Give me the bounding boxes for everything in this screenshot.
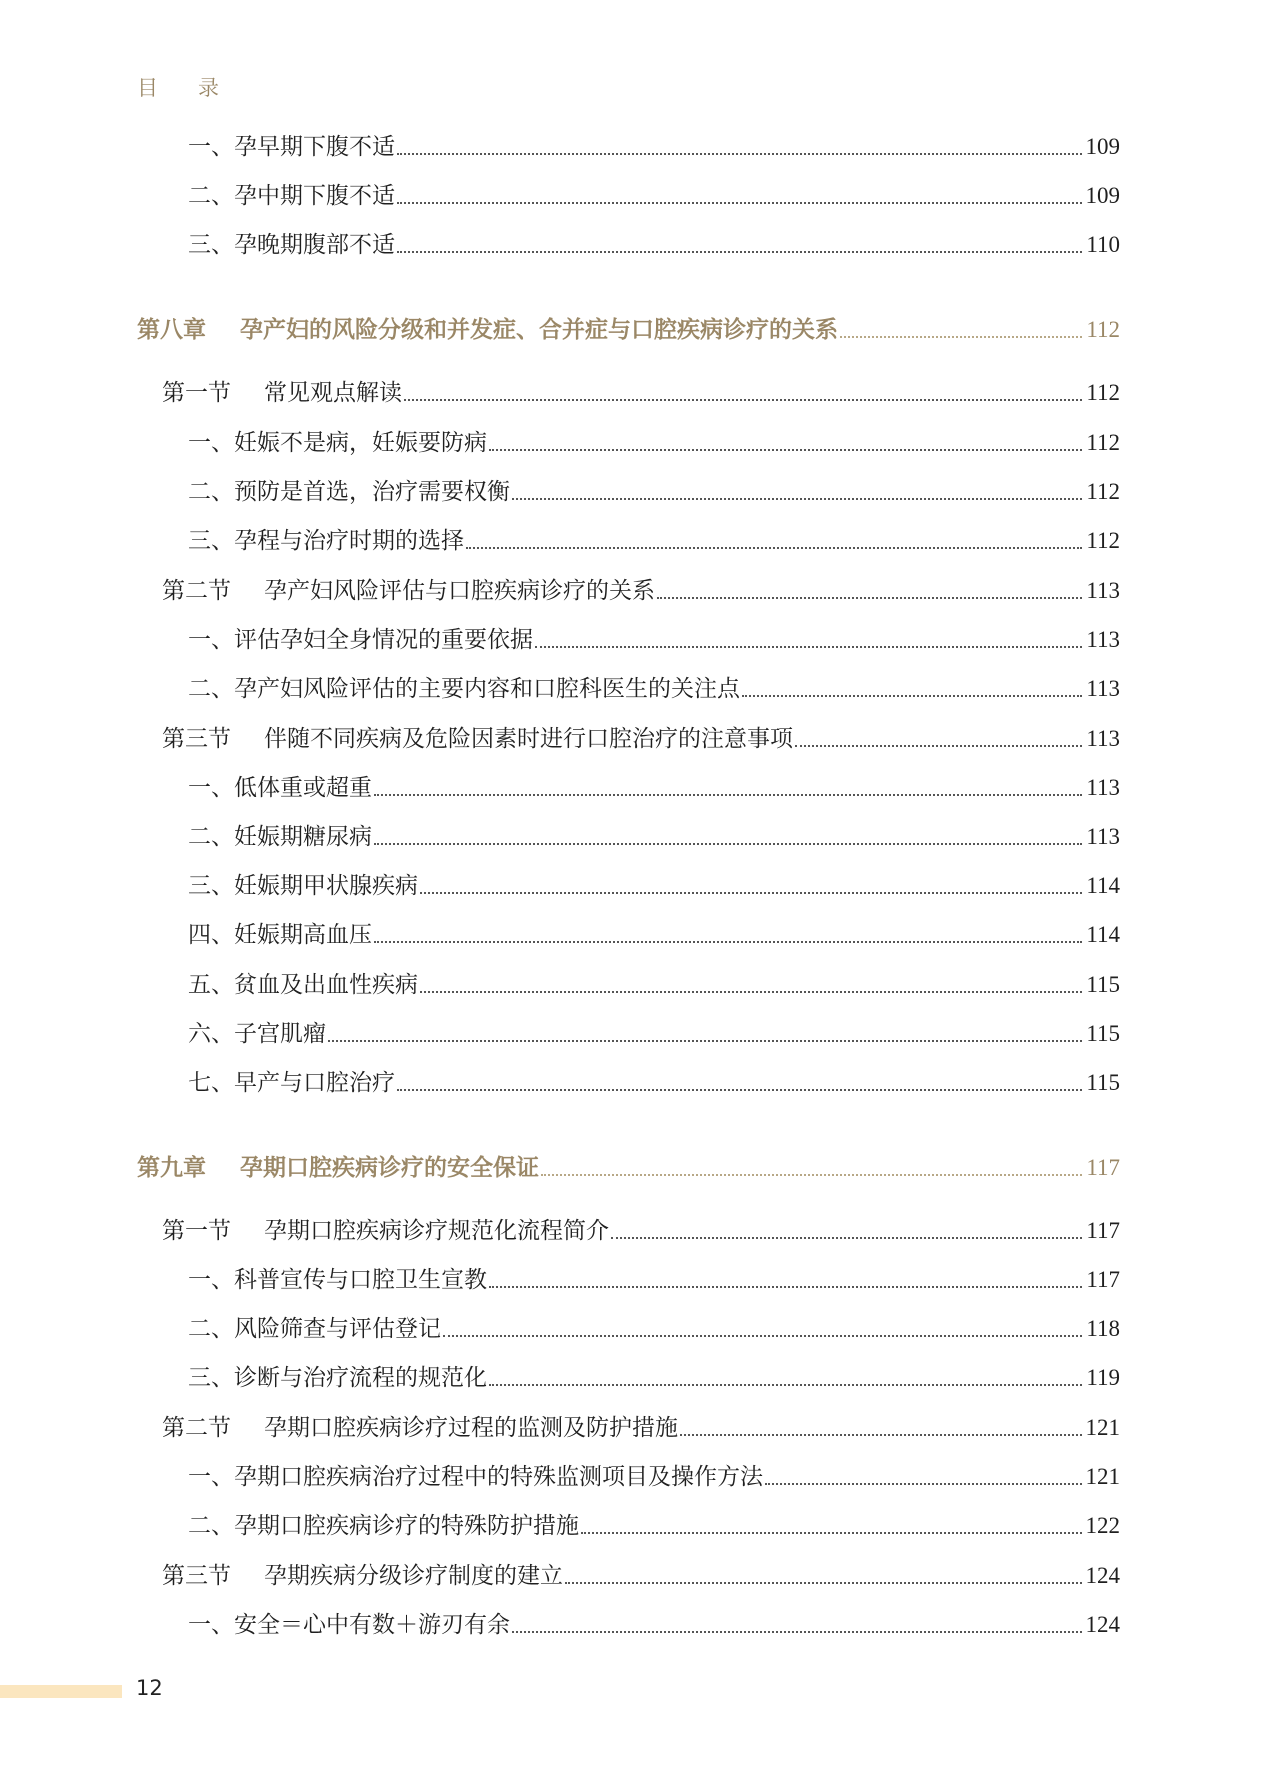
toc-section [162, 575, 1120, 607]
toc-entry-label: 一、孕期口腔疾病治疗过程中的特殊监测项目及操作方法 [188, 1464, 763, 1490]
dot-leader [489, 1286, 1082, 1288]
toc-entry-label: 孕期口腔疾病诊疗过程的监测及防护措施 [264, 1415, 678, 1441]
footer-accent-bar [0, 1685, 122, 1698]
toc-entry-label: 一、评估孕妇全身情况的重要依据 [188, 627, 533, 653]
toc-entry-title [188, 427, 487, 459]
toc-entry-title [188, 870, 418, 902]
dot-leader [489, 1384, 1082, 1386]
toc-page-number: 117 [1086, 1218, 1120, 1243]
toc-page-number: 115 [1086, 1070, 1120, 1095]
toc-page-number: 112 [1086, 528, 1120, 553]
dot-leader [397, 251, 1082, 253]
toc-item [188, 772, 1120, 804]
toc-entry-title [188, 1362, 487, 1394]
toc-entry-label: 五、贫血及出血性疾病 [188, 972, 418, 998]
dot-leader [443, 1335, 1082, 1337]
toc-entry-number: 第二节 [162, 578, 231, 604]
toc-entry-number: 第一节 [162, 380, 231, 406]
toc-item [188, 1018, 1120, 1050]
toc-page-number: 109 [1085, 134, 1120, 159]
toc-page-number: 121 [1085, 1464, 1120, 1489]
toc-entry-label: 二、孕产妇风险评估的主要内容和口腔科医生的关注点 [188, 676, 740, 702]
toc-entry-title [137, 1152, 539, 1184]
dot-leader [328, 1040, 1082, 1042]
toc-page-number: 114 [1086, 873, 1120, 898]
toc-page-number: 112 [1086, 317, 1120, 342]
toc-entry-number: 第八章 [137, 317, 206, 343]
toc-section [162, 1412, 1120, 1444]
toc-item [188, 1264, 1120, 1296]
toc-page-number: 113 [1086, 676, 1120, 701]
dot-leader [374, 843, 1082, 845]
toc-page-number: 124 [1085, 1563, 1120, 1588]
toc-entry-title [162, 1215, 609, 1247]
toc-entry-title [162, 575, 655, 607]
dot-leader [466, 547, 1082, 549]
toc-page-number: 118 [1086, 1316, 1120, 1341]
toc-entry-title [188, 1609, 510, 1641]
dot-leader [512, 498, 1082, 500]
toc-section [162, 377, 1120, 409]
toc-entry-label: 二、孕中期下腹不适 [188, 183, 395, 209]
toc-entry-label: 三、妊娠期甲状腺疾病 [188, 873, 418, 899]
toc-item [188, 969, 1120, 1001]
toc-item [188, 427, 1120, 459]
dot-leader [374, 794, 1082, 796]
toc-page-number: 122 [1085, 1513, 1120, 1538]
toc-page-number: 112 [1086, 380, 1120, 405]
dot-leader [397, 153, 1082, 155]
toc-page-number: 109 [1085, 183, 1120, 208]
dot-leader [397, 202, 1082, 204]
toc-entry-label: 孕期口腔疾病诊疗的安全保证 [240, 1155, 539, 1181]
toc-item [188, 821, 1120, 853]
toc-entry-title [188, 1461, 763, 1493]
toc-entry-label: 伴随不同疾病及危险因素时进行口腔治疗的注意事项 [264, 726, 793, 752]
toc-entry-label: 一、低体重或超重 [188, 775, 372, 801]
dot-leader [535, 646, 1082, 648]
dot-leader [397, 1089, 1082, 1091]
toc-item [188, 476, 1120, 508]
toc-item [188, 673, 1120, 705]
toc-page-number: 124 [1085, 1612, 1120, 1637]
toc-item [188, 1313, 1120, 1345]
toc-chapter [137, 1152, 1120, 1184]
toc-entry-number: 第三节 [162, 726, 231, 752]
toc-entry-title [188, 229, 395, 261]
toc-item [188, 1362, 1120, 1394]
dot-leader [404, 399, 1082, 401]
toc-entry-title [188, 1018, 326, 1050]
toc-page-number: 115 [1086, 972, 1120, 997]
toc-page-number: 114 [1086, 922, 1120, 947]
toc-entry-label: 一、科普宣传与口腔卫生宣教 [188, 1267, 487, 1293]
toc-item [188, 870, 1120, 902]
toc-entry-label: 一、安全＝心中有数＋游刃有余 [188, 1612, 510, 1638]
toc-entry-title [188, 1067, 395, 1099]
toc-entry-number: 第三节 [162, 1563, 231, 1589]
toc-entry-label: 孕产妇风险评估与口腔疾病诊疗的关系 [264, 578, 655, 604]
toc-item [188, 919, 1120, 951]
toc-entry-label: 二、预防是首选，治疗需要权衡 [188, 479, 510, 505]
page-number: 12 [136, 1676, 163, 1700]
toc-page-number: 113 [1086, 578, 1120, 603]
toc-entry-label: 常见观点解读 [264, 380, 402, 406]
toc-page-number: 113 [1086, 726, 1120, 751]
toc-entry-title [162, 723, 793, 755]
toc-page-number: 113 [1086, 824, 1120, 849]
toc-item [188, 1461, 1120, 1493]
toc-entry-label: 二、妊娠期糖尿病 [188, 824, 372, 850]
toc-entry-label: 孕期口腔疾病诊疗规范化流程简介 [264, 1218, 609, 1244]
toc-chapter [137, 314, 1120, 346]
toc-page-number: 113 [1086, 627, 1120, 652]
toc-entry-title [188, 772, 372, 804]
toc-entry-label: 三、孕程与治疗时期的选择 [188, 528, 464, 554]
toc-page-number: 119 [1086, 1365, 1120, 1390]
toc-item [188, 525, 1120, 557]
toc-entry-number: 第九章 [137, 1155, 206, 1181]
dot-leader [489, 449, 1082, 451]
dot-leader [840, 336, 1082, 338]
toc-section [162, 723, 1120, 755]
toc-page-number: 113 [1086, 775, 1120, 800]
toc-entry-label: 三、孕晚期腹部不适 [188, 232, 395, 258]
toc-entry-title [137, 314, 838, 346]
toc-entry-title [188, 919, 372, 951]
toc-entry-label: 孕期疾病分级诊疗制度的建立 [264, 1563, 563, 1589]
toc-entry-title [188, 476, 510, 508]
toc-item [188, 1510, 1120, 1542]
toc-entry-title [188, 525, 464, 557]
dot-leader [657, 597, 1082, 599]
toc-entry-label: 七、早产与口腔治疗 [188, 1070, 395, 1096]
toc-entry-number: 第二节 [162, 1415, 231, 1441]
toc-item [188, 131, 1120, 163]
toc-page-number: 110 [1086, 232, 1120, 257]
toc-item [188, 624, 1120, 656]
toc-entry-label: 二、孕期口腔疾病诊疗的特殊防护措施 [188, 1513, 579, 1539]
toc-entry-title [188, 624, 533, 656]
toc-page-number: 112 [1086, 479, 1120, 504]
toc-page-number: 112 [1086, 430, 1120, 455]
toc-entry-title [188, 673, 740, 705]
header-char-2: 录 [198, 76, 219, 100]
toc-page-number: 117 [1086, 1267, 1120, 1292]
toc-entry-label: 孕产妇的风险分级和并发症、合并症与口腔疾病诊疗的关系 [240, 317, 838, 343]
toc-entry-title [162, 377, 402, 409]
toc-entry-label: 四、妊娠期高血压 [188, 922, 372, 948]
dot-leader [541, 1174, 1082, 1176]
toc-item [188, 1067, 1120, 1099]
toc-entry-title [188, 180, 395, 212]
toc-entry-title [188, 1313, 441, 1345]
toc-entry-title [188, 131, 395, 163]
dot-leader [565, 1582, 1082, 1584]
toc-entry-title [162, 1560, 563, 1592]
toc-item [188, 1609, 1120, 1641]
header-char-1: 目 [137, 76, 158, 100]
toc-page-number: 121 [1085, 1415, 1120, 1440]
dot-leader [420, 991, 1082, 993]
dot-leader [611, 1237, 1082, 1239]
dot-leader [680, 1434, 1082, 1436]
dot-leader [374, 941, 1082, 943]
toc-item [188, 180, 1120, 212]
dot-leader [512, 1631, 1082, 1633]
dot-leader [765, 1483, 1082, 1485]
toc-entry-number: 第一节 [162, 1218, 231, 1244]
toc-page-number: 115 [1086, 1021, 1120, 1046]
dot-leader [795, 745, 1082, 747]
toc-page-number: 117 [1086, 1155, 1120, 1180]
toc-entry-title [188, 821, 372, 853]
toc-entry-label: 六、子宫肌瘤 [188, 1021, 326, 1047]
toc-section [162, 1560, 1120, 1592]
toc-entry-title [188, 1264, 487, 1296]
toc-entry-label: 二、风险筛查与评估登记 [188, 1316, 441, 1342]
toc-entry-title [188, 969, 418, 1001]
toc-section [162, 1215, 1120, 1247]
dot-leader [742, 695, 1082, 697]
toc-entry-title [188, 1510, 579, 1542]
toc-entry-title [162, 1412, 678, 1444]
dot-leader [581, 1532, 1082, 1534]
toc-entry-label: 三、诊断与治疗流程的规范化 [188, 1365, 487, 1391]
toc-item [188, 229, 1120, 261]
toc-entry-label: 一、妊娠不是病，妊娠要防病 [188, 430, 487, 456]
toc-entry-label: 一、孕早期下腹不适 [188, 134, 395, 160]
dot-leader [420, 892, 1082, 894]
